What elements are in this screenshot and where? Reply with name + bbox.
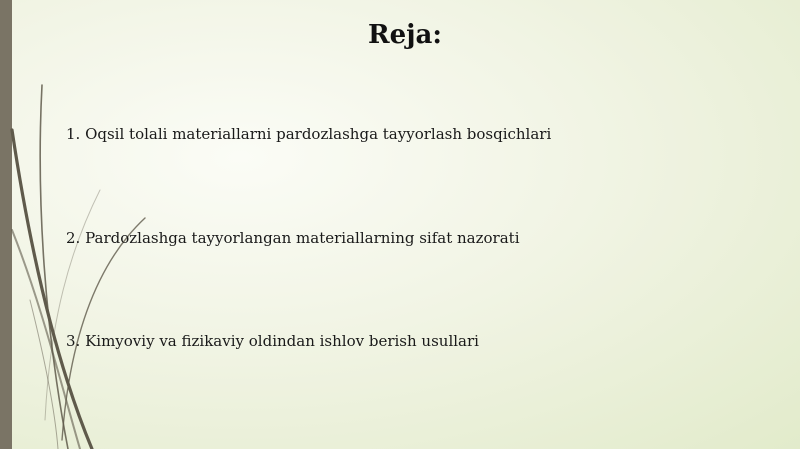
plan-item-2: 2. Pardozlashga tayyorlangan materiallarning sifat nazorati: [66, 229, 520, 247]
slide-title: Reja:: [367, 20, 442, 50]
plan-item-1: 1. Oqsil tolali materiallarni pardozlashga tayyorlash bosqichlari: [66, 125, 552, 143]
plan-item-3: 3. Kimyoviy va fizikaviy oldindan ishlov berish usullari: [66, 332, 479, 350]
grass-decoration-icon: [0, 0, 160, 449]
